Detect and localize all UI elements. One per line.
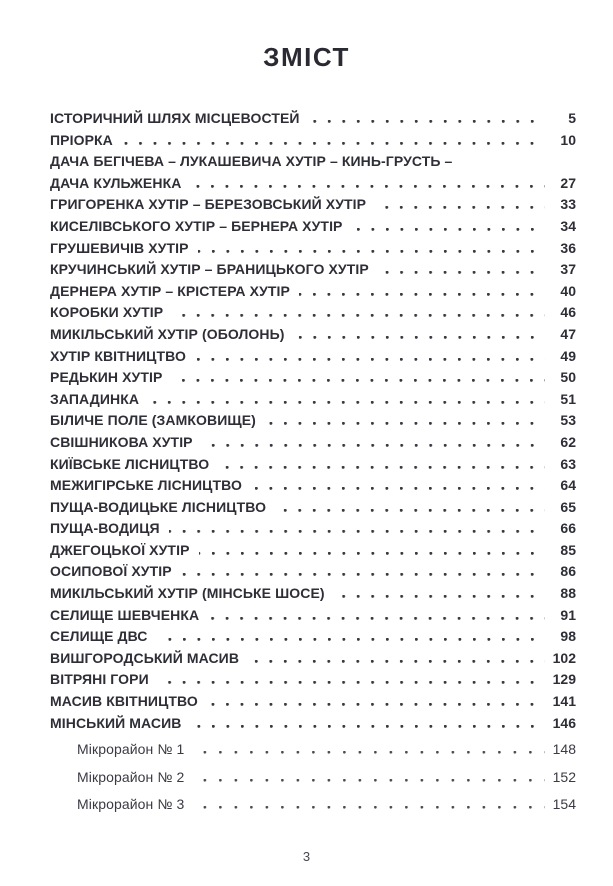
toc-entry bbox=[50, 693, 576, 715]
toc-entry bbox=[50, 671, 576, 693]
toc-leader-dots bbox=[294, 336, 545, 339]
toc-leader-dots bbox=[148, 401, 545, 404]
toc-entry-label: СВІШНИКОВА ХУТІР bbox=[50, 433, 193, 450]
toc-entry bbox=[50, 326, 576, 348]
toc-entry bbox=[50, 175, 576, 197]
toc-leader-dots bbox=[172, 314, 545, 317]
toc-entry-label: МАСИВ КВІТНИЦТВО bbox=[50, 693, 198, 710]
toc-leader-dots bbox=[334, 595, 545, 598]
toc-entry bbox=[50, 456, 576, 478]
toc-entry-label: ПУЩА-ВОДИЦЬКЕ ЛІСНИЦТВО bbox=[50, 498, 267, 515]
toc-entry-page: 146 bbox=[552, 714, 576, 731]
toc-entry-label: КОРОБКИ ХУТІР bbox=[50, 304, 164, 321]
toc-entry-page: 86 bbox=[560, 563, 576, 580]
toc-leader-dots bbox=[181, 573, 545, 576]
toc-entry bbox=[50, 796, 576, 824]
toc-entry-page: 102 bbox=[552, 649, 576, 666]
toc-leader-dots bbox=[171, 379, 545, 382]
toc-entry-page: 88 bbox=[560, 585, 576, 602]
toc-leader-dots bbox=[190, 185, 545, 188]
toc-entry-page: 37 bbox=[560, 261, 576, 278]
toc-entry bbox=[50, 650, 576, 672]
toc-leader-dots bbox=[375, 206, 545, 209]
toc-entry-page: 40 bbox=[560, 282, 576, 299]
toc-entry-page: 36 bbox=[560, 239, 576, 256]
toc-entry-page: 152 bbox=[552, 768, 576, 785]
toc-entry bbox=[50, 542, 576, 564]
toc-entry-page: 49 bbox=[560, 347, 576, 364]
toc-entry bbox=[50, 283, 576, 305]
toc-entry-page: 50 bbox=[560, 369, 576, 386]
toc-entry-label: РЕДЬКИН ХУТІР bbox=[50, 369, 163, 386]
toc-entry-label: МЕЖИГІРСЬКЕ ЛІСНИЦТВО bbox=[50, 477, 243, 494]
toc-entry bbox=[50, 741, 576, 769]
toc-entry-label: Мікрорайон № 2 bbox=[77, 768, 185, 785]
toc-entry-label: ЗАПАДИНКА bbox=[50, 390, 140, 407]
toc-leader-dots bbox=[193, 806, 545, 809]
page-title: ЗМІСТ bbox=[263, 42, 350, 72]
toc-entry bbox=[50, 369, 576, 391]
toc-entry bbox=[50, 240, 576, 262]
toc-leader-dots bbox=[248, 660, 545, 663]
toc-entry-page: 63 bbox=[560, 455, 576, 472]
toc-entry-label: КИЇВСЬКЕ ЛІСНИЦТВО bbox=[50, 455, 210, 472]
toc-leader-dots bbox=[309, 120, 545, 123]
toc-entry bbox=[50, 261, 576, 283]
toc-entry-label: СЕЛИЩЕ ДВС bbox=[50, 628, 148, 645]
toc-entry-label: МІНСЬКИЙ МАСИВ bbox=[50, 714, 182, 731]
toc-entry-label: ВІТРЯНІ ГОРИ bbox=[50, 671, 149, 688]
toc-leader-dots bbox=[265, 422, 545, 425]
toc-entry-label: ДЖЕГОЦЬКОЇ ХУТІР bbox=[50, 541, 190, 558]
toc-leader-dots bbox=[199, 552, 545, 555]
toc-leader-dots bbox=[251, 487, 545, 490]
toc-entry-label: Мікрорайон № 1 bbox=[77, 741, 185, 758]
toc-entry bbox=[50, 348, 576, 370]
toc-entry-page: 65 bbox=[560, 498, 576, 515]
toc-entry-label: ХУТІР КВІТНИЦТВО bbox=[50, 347, 187, 364]
toc-entry-page: 53 bbox=[560, 412, 576, 429]
toc-entry-label: ДАЧА КУЛЬЖЕНКА bbox=[50, 174, 182, 191]
toc-entry-page: 154 bbox=[552, 796, 576, 813]
toc-entry bbox=[50, 499, 576, 521]
toc-entry-label: МИКІЛЬСЬКИЙ ХУТІР (ОБОЛОНЬ) bbox=[50, 325, 285, 342]
toc-leader-dots bbox=[198, 250, 545, 253]
toc-entry bbox=[50, 153, 576, 175]
toc-leader-dots bbox=[378, 271, 545, 274]
toc-entry-label: ПРІОРКА bbox=[50, 131, 113, 148]
toc-entry-label: КРУЧИНСЬКИЙ ХУТІР – БРАНИЦЬКОГО ХУТІР bbox=[50, 261, 369, 278]
toc-leader-dots bbox=[158, 681, 545, 684]
toc-entry-label: ІСТОРИЧНИЙ ШЛЯХ МІСЦЕВОСТЕЙ bbox=[50, 110, 300, 126]
toc-entry-page: 51 bbox=[560, 390, 576, 407]
footer-page-number: 3 bbox=[302, 849, 311, 864]
toc-entry bbox=[50, 715, 576, 737]
toc-entry-page: 85 bbox=[560, 541, 576, 558]
toc-entry-label: КИСЕЛІВСЬКОГО ХУТІР – БЕРНЕРА ХУТІР bbox=[50, 217, 343, 234]
toc-entry-label: ПУЩА-ВОДИЦЯ bbox=[50, 520, 160, 537]
toc-entry bbox=[50, 110, 576, 132]
toc-entry-page: 91 bbox=[560, 606, 576, 623]
toc-entry bbox=[50, 607, 576, 629]
toc-entry-label: БІЛИЧЕ ПОЛЕ (ЗАМКОВИЩЕ) bbox=[50, 412, 256, 429]
toc-entry-label: МИКІЛЬСЬКИЙ ХУТІР (МІНСЬКЕ ШОСЕ) bbox=[50, 585, 325, 602]
toc-entry-page: 10 bbox=[560, 131, 576, 148]
toc-entry-page: 64 bbox=[560, 477, 576, 494]
toc-entry bbox=[50, 391, 576, 413]
toc-entry-page: 34 bbox=[560, 217, 576, 234]
toc-entry-page: 148 bbox=[552, 741, 576, 758]
toc-entry bbox=[50, 304, 576, 326]
toc-entry bbox=[50, 412, 576, 434]
toc-entry-page: 129 bbox=[552, 671, 576, 688]
toc-leader-dots bbox=[122, 142, 545, 145]
toc-entry-label: ВИШГОРОДСЬКИЙ МАСИВ bbox=[50, 649, 240, 666]
toc-entry bbox=[50, 477, 576, 499]
toc-leader-dots bbox=[169, 530, 545, 533]
toc-entry-page: 66 bbox=[560, 520, 576, 537]
toc-entry-label: СЕЛИЩЕ ШЕВЧЕНКА bbox=[50, 606, 200, 623]
table-of-contents bbox=[50, 110, 576, 824]
toc-entry-page: 46 bbox=[560, 304, 576, 321]
toc-leader-dots bbox=[191, 725, 545, 728]
toc-entry-page: 141 bbox=[552, 693, 576, 710]
toc-entry-label: ГРИГОРЕНКА ХУТІР – БЕРЕЗОВСЬКИЙ ХУТІР bbox=[50, 196, 367, 213]
toc-entry bbox=[50, 585, 576, 607]
toc-leader-dots bbox=[157, 638, 546, 641]
toc-leader-dots bbox=[193, 779, 545, 782]
toc-entry-label: ДАЧА БЕГІЧЕВА – ЛУКАШЕВИЧА ХУТІР – КИНЬ-ГРУСТЬ – bbox=[50, 153, 453, 170]
toc-entry-page: 47 bbox=[560, 325, 576, 342]
toc-entry-page: 27 bbox=[560, 174, 576, 191]
toc-leader-dots bbox=[218, 466, 545, 469]
toc-entry bbox=[50, 218, 576, 240]
toc-leader-dots bbox=[275, 509, 545, 512]
toc-entry bbox=[50, 769, 576, 797]
toc-leader-dots bbox=[299, 293, 545, 296]
toc-leader-dots bbox=[202, 444, 545, 447]
toc-leader-dots bbox=[207, 703, 545, 706]
toc-entry bbox=[50, 520, 576, 542]
toc-entry-label: Мікрорайон № 3 bbox=[77, 796, 185, 813]
toc-leader-dots bbox=[195, 358, 545, 361]
toc-entry bbox=[50, 132, 576, 154]
toc-entry-page: 33 bbox=[560, 196, 576, 213]
toc-entry bbox=[50, 434, 576, 456]
toc-entry bbox=[50, 196, 576, 218]
toc-entry-label: ДЕРНЕРА ХУТІР – КРІСТЕРА ХУТІР bbox=[50, 282, 290, 299]
toc-leader-dots bbox=[352, 228, 546, 231]
toc-entry bbox=[50, 628, 576, 650]
toc-entry bbox=[50, 563, 576, 585]
toc-entry-label: ОСИПОВОЇ ХУТІР bbox=[50, 563, 172, 580]
toc-entry-page: 98 bbox=[560, 628, 576, 645]
toc-entry-label: ГРУШЕВИЧІВ ХУТІР bbox=[50, 239, 189, 256]
toc-leader-dots bbox=[208, 617, 545, 620]
toc-leader-dots bbox=[193, 751, 545, 754]
toc-entry-page: 5 bbox=[568, 110, 576, 126]
toc-entry-page: 62 bbox=[560, 433, 576, 450]
